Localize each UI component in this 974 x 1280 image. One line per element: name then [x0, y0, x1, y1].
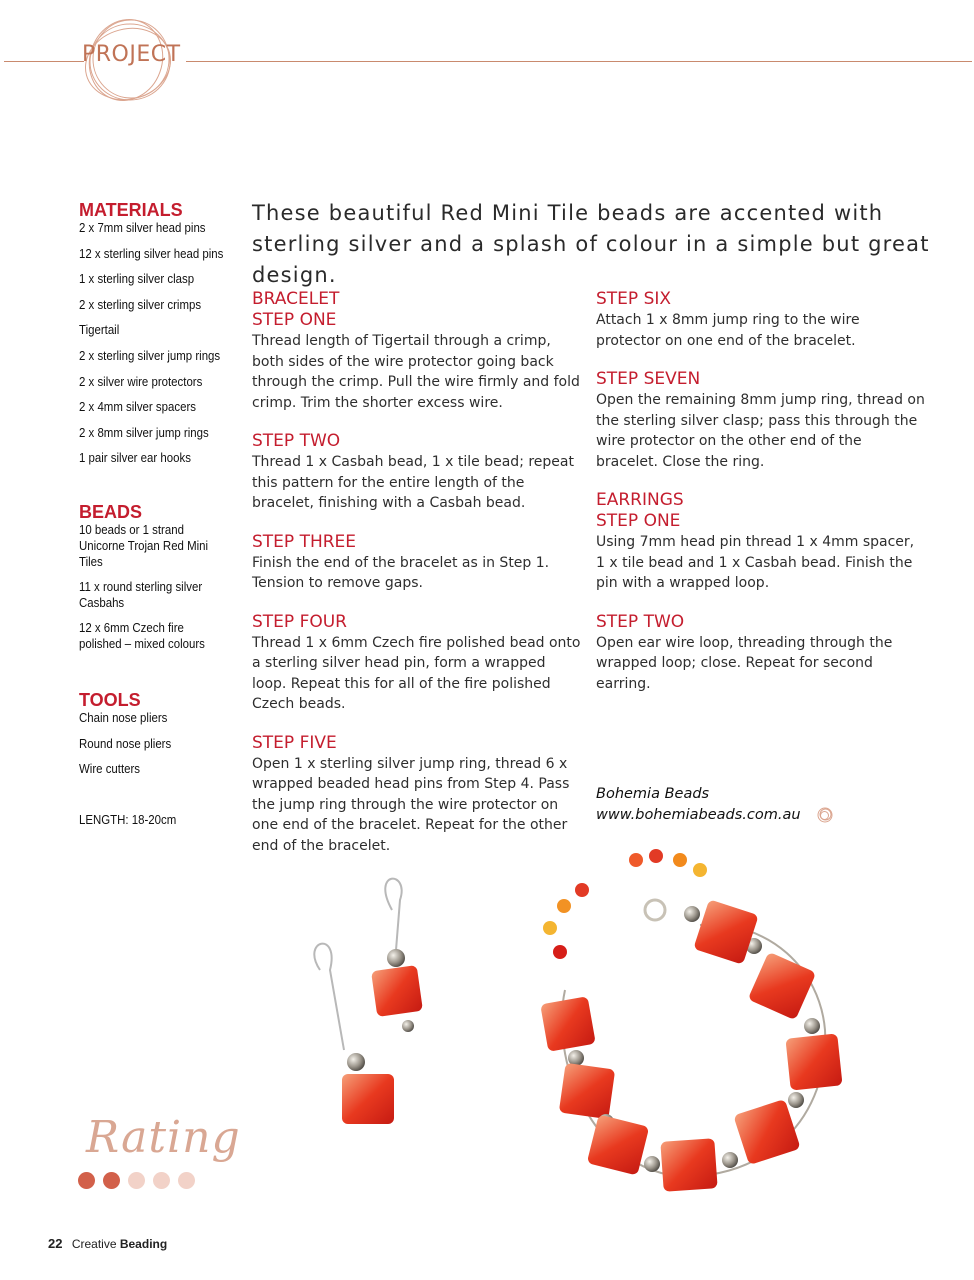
list-item: 2 x 7mm silver head pins	[79, 220, 206, 235]
list-item: Tigertail	[79, 322, 120, 338]
step-title: STEP SEVEN	[596, 369, 701, 389]
rating-dot	[103, 1172, 120, 1189]
instruction-step	[252, 532, 582, 594]
step-title: STEP FOUR	[252, 611, 347, 632]
page-footer	[48, 1236, 167, 1251]
magazine-name: Creative	[71, 1237, 117, 1251]
step-body: Open 1 x sterling silver jump ring, thread 6 x wrapped beaded head pins from Step 4. Pass the jump ring through the wire protector on one end of the bracelet. Repeat for the other end of the bracelet.	[252, 755, 570, 854]
list-item: 11 x round sterling silver Casbahs	[79, 579, 203, 610]
materials-section	[79, 200, 249, 476]
instructions-column-right	[596, 289, 926, 712]
page-number: 22	[48, 1236, 63, 1251]
supplier-credit	[596, 784, 801, 826]
beads-section	[79, 502, 239, 661]
instruction-step	[596, 612, 926, 695]
instruction-step	[252, 612, 582, 715]
step-title: STEP SIX	[596, 289, 672, 309]
step-body: Thread length of Tigertail through a crimp, both sides of the wire protector going back through the crimp. Pull the wire firmly and fold crimp. Trim the shorter excess wire.	[252, 333, 580, 411]
difficulty-rating	[78, 1172, 195, 1189]
rating-dot	[153, 1172, 170, 1189]
tools-list	[79, 710, 184, 787]
list-item: 2 x silver wire protectors	[79, 373, 203, 389]
materials-heading: MATERIALS	[79, 200, 183, 220]
rating-dot	[178, 1172, 195, 1189]
header-rule-left	[4, 61, 84, 62]
tools-heading: TOOLS	[79, 690, 141, 710]
step-body: Open the remaining 8mm jump ring, thread on the sterling silver clasp; pass this through the wire protector on the other end of the bracelet. Close the ring.	[596, 392, 925, 470]
step-body: Using 7mm head pin thread 1 x 4mm spacer, 1 x tile bead and 1 x Casbah bead. Finish the pin with a wrapped loop.	[596, 534, 915, 591]
jewellery-photo	[300, 830, 860, 1220]
supplier-name: Bohemia Beads	[596, 786, 710, 802]
step-body: Open ear wire loop, threading through the wrapped loop; close. Repeat for second earring.	[596, 634, 893, 692]
list-item: 1 pair silver ear hooks	[79, 450, 191, 466]
rating-dot	[78, 1172, 95, 1189]
instruction-step	[596, 289, 926, 351]
intro-text: These beautiful Red Mini Tile beads are accented with sterling silver and a splash of colour in a simple but great design.	[252, 201, 930, 287]
rating-dot	[128, 1172, 145, 1189]
step-title: STEP FIVE	[252, 732, 337, 753]
list-item: 10 beads or 1 strand Unicorne Trojan Red Mini Tiles	[79, 522, 209, 569]
step-title: STEP THREE	[252, 531, 357, 552]
earrings	[314, 879, 423, 1124]
list-item: 1 x sterling silver clasp	[79, 271, 195, 287]
list-item: 2 x sterling silver crimps	[79, 296, 202, 312]
rating-label: Rating	[86, 1112, 241, 1163]
step-title: BRACELET	[252, 289, 340, 309]
instructions-column-left	[252, 289, 582, 874]
list-item: 12 x sterling silver head pins	[79, 245, 224, 261]
list-item: 2 x sterling silver jump rings	[79, 347, 221, 363]
step-title: EARRINGS	[596, 490, 684, 510]
list-item: 2 x 4mm silver spacers	[79, 399, 196, 415]
step-body: Thread 1 x 6mm Czech fire polished bead onto a sterling silver head pin, form a wrapped loop. Repeat this for all of the fire polished Czech beads.	[252, 634, 581, 712]
list-item: 2 x 8mm silver jump rings	[79, 424, 209, 440]
list-item: Wire cutters	[79, 761, 141, 777]
length-spec: LENGTH: 18-20cm	[79, 812, 177, 827]
step-subtitle: STEP ONE	[596, 511, 681, 531]
instruction-step	[596, 369, 926, 472]
step-body: Attach 1 x 8mm jump ring to the wire protector on one end of the bracelet.	[596, 312, 860, 349]
list-item: 12 x 6mm Czech fire polished – mixed colours	[79, 620, 205, 651]
step-title: STEP TWO	[252, 431, 341, 451]
end-mark-icon	[816, 806, 834, 824]
materials-sidebar	[79, 200, 249, 827]
step-body: Thread 1 x Casbah bead, 1 x tile bead; repeat this pattern for the entire length of the bracelet, finishing with a Casbah bead.	[252, 454, 574, 511]
instruction-step	[252, 431, 582, 514]
list-item: Chain nose pliers	[79, 710, 168, 725]
beads-heading: BEADS	[79, 502, 143, 522]
bracelet	[540, 849, 842, 1192]
beads-list	[79, 522, 239, 652]
list-item: Round nose pliers	[79, 735, 172, 751]
header-rule-right	[186, 61, 972, 62]
materials-list	[79, 220, 249, 476]
instruction-step	[252, 289, 582, 413]
supplier-url[interactable]: www.bohemiabeads.com.au	[596, 807, 801, 823]
step-subtitle: STEP ONE	[252, 310, 337, 330]
section-label: PROJECT	[82, 42, 181, 67]
step-body: Finish the end of the bracelet as in Step 1. Tension to remove gaps.	[252, 554, 550, 591]
tools-section	[79, 690, 184, 787]
step-title: STEP TWO	[596, 611, 685, 632]
magazine-name-bold: Beading	[119, 1237, 168, 1251]
instruction-step	[596, 490, 926, 594]
